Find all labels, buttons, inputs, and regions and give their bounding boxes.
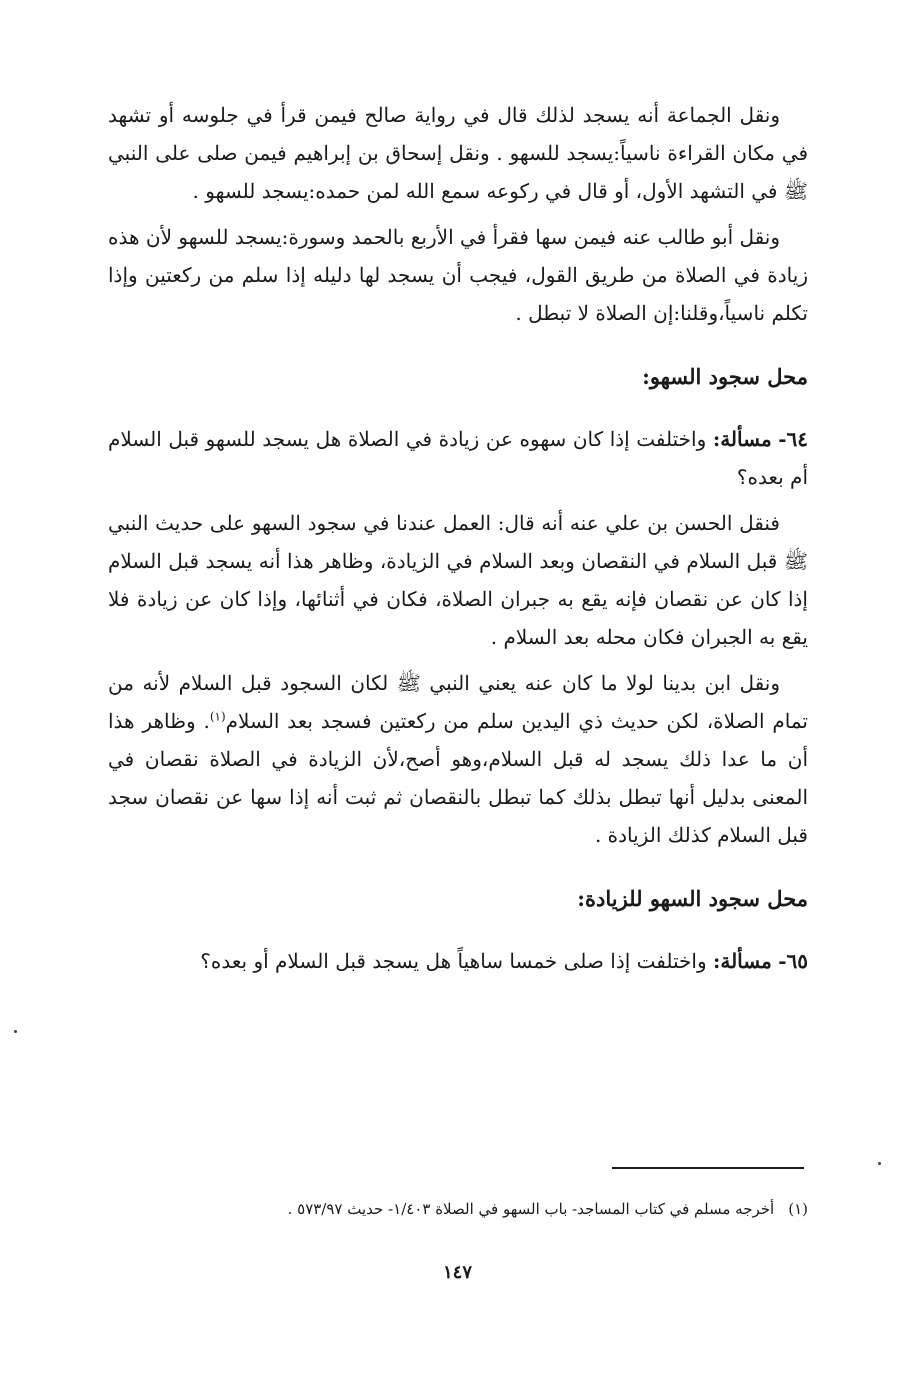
paragraph-hasan: فنقل الحسن بن علي عنه أنه قال: العمل عندنا في سجود السهو على حديث النبي ﷺ قبل السلام في النقصان وبعد السلام في الزيادة، وظاهر هذا أنه يسجد قبل السلام إذا كان عن نقصان فإنه يقع به جبران الصلاة، فكان في أثنائها، وإذا كان عن زيادة فلا يقع به الجبران فكان محله بعد السلام . bbox=[108, 511, 808, 649]
footnote-separator bbox=[612, 1167, 804, 1169]
section-heading-sahw: محل سجود السهو: bbox=[642, 364, 808, 389]
scan-speck bbox=[878, 1162, 881, 1165]
footnote-text: أخرجه مسلم في كتاب المساجد- باب السهو في الصلاة ١/٤٠٣- حديث ٥٧٣/٩٧ . bbox=[287, 1200, 775, 1218]
question-text: واختلفت إذا كان سهوه عن زيادة في الصلاة هل يسجد للسهو قبل السلام أم بعده؟ bbox=[108, 427, 808, 489]
question-text: واختلفت إذا صلى خمسا ساهياً هل يسجد قبل السلام أو بعده؟ bbox=[200, 949, 707, 973]
page-body bbox=[108, 96, 808, 988]
paragraph-text-part2: . وظاهر هذا أن ما عدا ذلك يسجد له قبل السلام،وهو أصح،لأن الزيادة في الصلاة نقصان في المعنى بدليل أنها تبطل بذلك كما تبطل بالنقصان ثم ثبت أنه إذا سها عن نقصان سجد قبل السلام كذلك الزيادة . bbox=[108, 709, 808, 847]
question-number: ٦٤- bbox=[778, 427, 809, 451]
question-label: مسألة: bbox=[712, 427, 772, 451]
footnote bbox=[108, 1196, 808, 1222]
footnote-reference[interactable]: (١) bbox=[209, 709, 226, 724]
question-number: ٦٥- bbox=[778, 949, 808, 973]
page-number: ١٤٧ bbox=[442, 1262, 472, 1283]
scan-speck bbox=[14, 1030, 17, 1033]
question-label: مسألة: bbox=[712, 949, 772, 973]
section-heading-ziyada: محل سجود السهو للزيادة: bbox=[577, 886, 808, 911]
paragraph-text-part1: ونقل ابن بدينا لولا ما كان عنه يعني النبي ﷺ لكان السجود قبل السلام لأنه من تمام الصلاة، لكن حديث ذي اليدين سلم من ركعتين فسجد بعد السلام bbox=[108, 671, 808, 733]
question-65 bbox=[108, 942, 808, 980]
footnote-number: (١) bbox=[788, 1200, 808, 1218]
question-64 bbox=[108, 420, 808, 496]
paragraph-abu-talib: ونقل أبو طالب عنه فيمن سها فقرأ في الأربع بالحمد وسورة:يسجد للسهو لأن هذه زيادة في الصلاة من طريق القول، فيجب أن يسجد لها دليله إذا سلم من ركعتين وإذا تكلم ناسياً،وقلنا:إن الصلاة لا تبطل . bbox=[108, 225, 808, 325]
paragraph-ibn-badina bbox=[108, 664, 808, 854]
paragraph-jamaa: ونقل الجماعة أنه يسجد لذلك قال في رواية صالح فيمن قرأ في جلوسه أو تشهد في مكان القراءة ناسياً:يسجد للسهو . ونقل إسحاق بن إبراهيم فيمن صلى على النبي ﷺ في التشهد الأول، أو قال في ركوعه سمع الله لمن حمده:يسجد للسهو . bbox=[108, 103, 808, 203]
